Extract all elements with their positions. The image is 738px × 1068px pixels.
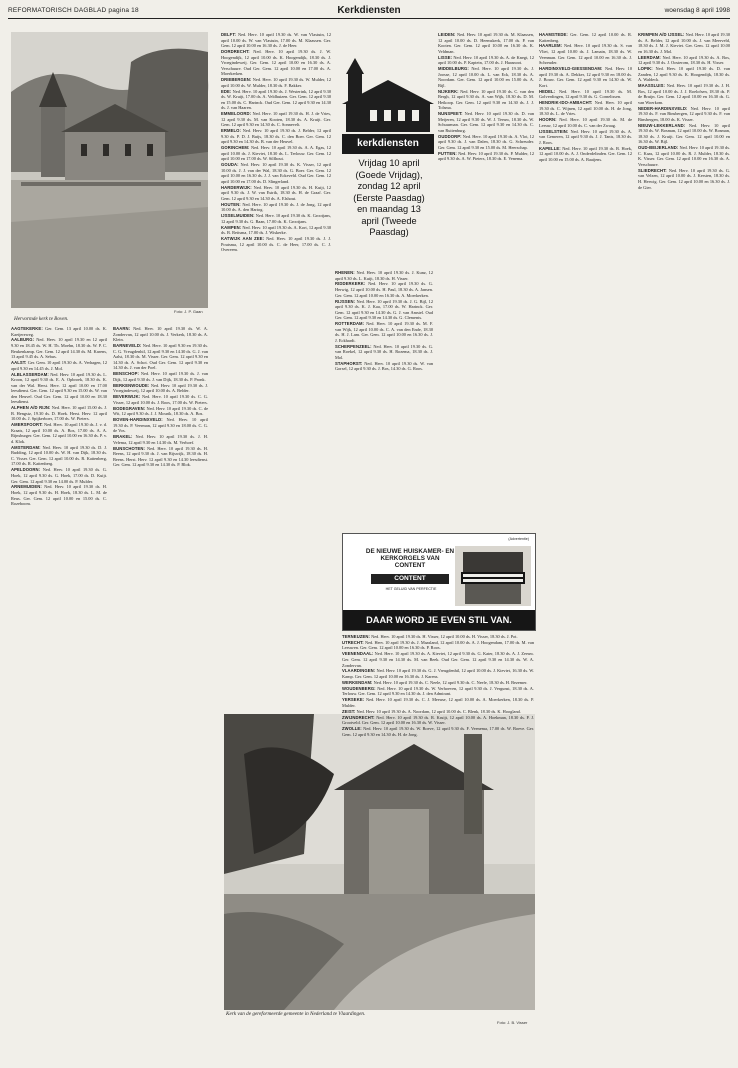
listing-text: Ned. Herv. 10 april 19.30 ds. J. Kunz, 12 april 9.30 ds. L. Kuijt, 18.30 ds. H. Visser. (335, 270, 433, 281)
listing-text: Ned. Herv. 10 april 19.30 en 12 april 9.30 en 18.45 ds. W. H. Th. Moehn, 18.30 ds. W. P. C. Beukenkamp. Ger. Gem. 12 april 14.30 ds. M. Karens, 13 april 9.45 ds. A. Sebus. (11, 337, 107, 360)
listing-entry (438, 55, 534, 66)
listing-entry (638, 32, 730, 54)
listing-place: LEERDAM: (638, 54, 661, 60)
listing-text: Ned. Herv. 10 april 19.30 ds. H. Kuijt, 12 april 9.30 ds. J. W. van Estrik, 18.30 ds. H. de Graaf. Ger. Gem. 12 april 9.30 en 14.30 ds. A. Elshout. (221, 184, 331, 201)
listing-text: Ned. Herv. 10 april 19.30 ds. W. van Gorsel, 12 april 9.30 ds. J. Bos, 14.30 ds. G. Roos. (335, 360, 433, 372)
listing-text: Ned. Herv. 10 april 15.00 ds. J. B. Hengstz, 19.30 ds. D. Hoek. Herst. Herv. 12 april 10.00 ds. J. Spijkerboer, 17.00 ds. W. Pieters. (11, 405, 107, 422)
text-column-5 (539, 32, 632, 1060)
listing-place: AMSTERDAM: (11, 444, 41, 450)
listing-text: Ger. Gem. 10 april 19.30 ds. A. Verhagen, 12 april 9.30 en 14.45 ds. J. Mol. (11, 360, 107, 371)
listing-text: Ned. Herv. 10 april 19.30 ds. A. Kieviet, 12 april 9.30 ds. G. Kater, 18.30 ds. A. J. Zeeuw. Ger. Gem. 12 april 9.30 en 14.30 ds. M. van Beek. Oud Ger. Gem. 12 april 9.30 en 14.30 ds. W. A. Zondervan. (342, 651, 534, 668)
listing-place: DRIEBERGEN: (221, 77, 252, 83)
listing-text: Ned. Herv. 10 april 19.30 ds. S. van Vliet, 12 april 10.00 ds. J. Lamain, 18.30 ds. W. Veenman. Ger. Gem. 12 april 10.00 en 16.30 ds. J. Schreuder. (539, 43, 632, 66)
listing-entry (11, 360, 107, 371)
listing-entry (438, 111, 534, 133)
listing-text: Ned. Herv. 10 april 19.30 ds. A. van Gemeren, 12 april 9.30 ds. J. J. Tanis, 18.30 ds. J. Roos. (539, 128, 632, 145)
listing-place: BRAKEL: (113, 434, 133, 440)
ad-banner: DAAR WORD JE EVEN STIL VAN. (343, 610, 535, 630)
text-column-2 (221, 32, 331, 712)
ad-tag: (Advertentie) (508, 537, 529, 541)
listing-entry (11, 326, 107, 337)
listing-text: Ger. Gem. 12 april 10.00 ds. R. Kattenberg. (539, 32, 632, 43)
listing-entry (335, 344, 433, 361)
listing-place: EDE: (221, 88, 232, 94)
subtitle-line: Vrijdag 10 april (358, 158, 420, 168)
listing-entry (221, 145, 331, 162)
listing-entry (438, 89, 534, 111)
listing-text: Ned. Herv. 10 april 19.30 ds. A. Vlot, 12 april 9.30 ds. J. van Dalen, 18.30 ds. G. Schreuder. Ger. Gem. 12 april 9.30 en 15.00 ds. M. Heerschap. (438, 133, 534, 150)
listing-place: LEIDEN: (438, 32, 456, 37)
listing-place: BOVEN-HARDINXVELD: (113, 417, 163, 423)
listing-place: WERKENDAM: (342, 679, 373, 685)
listing-place: BODEGRAVEN: (113, 405, 146, 411)
listing-entry (221, 32, 331, 49)
listing-text: Ned. Herv. 10 april 19.30 ds. G. van Velzen, 12 april 10.00 ds. J. Kersten, 18.30 ds. H. Herwig. Ger. Gem. 12 april 10.00 en 16.30 ds. J. de Gier. (638, 167, 730, 190)
listing-text: Ned. Herv. 10 april 19.30 ds. F. van Binsbergen, 12 april 9.30 ds. F. van Binsbergen, 18.00 ds. K. Visser. (638, 105, 730, 122)
listing-place: STAPHORST: (335, 360, 363, 366)
listing-text: Ned. Herv. 10 april 19.30 ds. C. Kaas, 12 april 10.00 ds. R. J. Mulder, 18.30 ds. K. Visser. Ger. Gem. 12 april 10.00 en 16.30 ds. A. Verschuure. (638, 145, 730, 167)
listing-place: BUNSCHOTEN: (113, 445, 146, 451)
listing-place: NUNSPEET: (438, 111, 463, 117)
text-column-3b (335, 270, 433, 528)
church-photo-bottom (224, 714, 535, 1010)
listing-entry (221, 236, 331, 253)
church-photo-bottom-image (224, 714, 535, 1010)
church-icon (340, 58, 436, 134)
listing-entry (438, 66, 534, 88)
ad-brand: CONTENT (371, 574, 449, 584)
listing-place: RIDDERKERK: (335, 281, 366, 287)
listing-text: Ned. Herv. 10 april 19.30 ds. C. J. Meeuse, 12 april 10.00 ds. A. Moerkerken, 18.30 ds. P. Mulder. (342, 697, 534, 708)
listing-entry (342, 651, 534, 668)
listing-entry (335, 281, 433, 298)
listing-entry (342, 634, 534, 640)
listing-entry (221, 225, 331, 236)
listing-place: ROTTERDAM: (335, 321, 365, 327)
subtitle-line: en maandag 13 (357, 204, 421, 214)
listing-entry (335, 321, 433, 343)
listing-text: Ned. Herv. 10 april 19.30 ds. R. Kruijt, 12 april 10.00 ds. A. Hoekman, 18.30 ds. P. J. Grootveld. Ger. Gem. 12 april 10.00 en 16.30 ds. W. Visser. (342, 714, 534, 726)
listing-entry (342, 726, 534, 737)
listing-text: Ned. Herv. 10 april 19.30 ds. J. Maasland, 12 april 10.00 ds. A. J. Hoogendam, 17.00 ds. M. van Leeuwen. Ger. Gem. 12 april 10.00 en 16.30 ds. P. Roos. (342, 639, 534, 651)
listing-place: APELDOORN: (11, 467, 41, 473)
listing-entry (539, 89, 632, 100)
listing-place: UTRECHT: (342, 639, 364, 645)
listing-entry (539, 43, 632, 65)
listing-entry (113, 394, 208, 405)
listing-place: BEVERWIJK: (113, 394, 141, 400)
listing-entry (221, 185, 331, 202)
listing-text: Ned. Herv. 10 april 19.30 ds. M. Klaassen, 12 april 10.00 ds. D. Heemskerk, 17.00 ds. P. van Kooten. Ger. Gem. 12 april 10.00 en 16.30 ds. K. Veldman. (438, 32, 534, 54)
listing-place: RHENEN: (335, 270, 355, 275)
listing-entry (221, 89, 331, 111)
church-photo-image (11, 32, 208, 308)
listing-entry (335, 270, 433, 281)
text-column-4 (342, 634, 534, 737)
listing-place: KAMPEN: (221, 224, 242, 230)
listing-place: DORDRECHT: (221, 49, 250, 55)
listing-place: ZWOLLE: (342, 726, 362, 732)
subtitle-line: april (Tweede (361, 215, 417, 226)
listing-entry (638, 66, 730, 83)
listing-entry (221, 49, 331, 77)
listing-entry (221, 202, 331, 213)
listing-place: OUDDORP: (438, 133, 462, 139)
listing-entry (11, 337, 107, 359)
listing-entry (638, 83, 730, 105)
listing-entry (335, 299, 433, 321)
listing-text: Ned. Herv. 10 april 19.30 ds. J. W. Hoogendijk, 12 april 10.00 ds. K. Hoogendijk, 18.30 ds. J. Vroegindeweij. Ger. Gem. 12 april 10.00 en 16.30 ds. A. Verschuure. Oud Ger. Gem. 12 april 10.00 en 17.00 ds. A. Moerkerken. (221, 49, 331, 77)
listing-text: Ned. Herv. 10 april 19.30 ds. G. van Roekel, 12 april 9.30 ds. H. Rozema, 18.30 ds. J. Mol. (335, 343, 433, 360)
listing-place: AMERSFOORT: (11, 422, 43, 428)
listing-text: Ned. Herv. 10 april 19.30 ds. C. Wijnen, 12 april 10.00 ds. H. de Jong, 18.30 ds. L. de Vries. (539, 100, 632, 117)
listing-entry (221, 111, 331, 128)
listing-entry (438, 32, 534, 54)
listing-place: NIJKERK: (438, 88, 459, 94)
listing-entry (11, 422, 107, 444)
listing-entry (113, 383, 208, 394)
listing-text: Ned. Herv. 10 april 19.30 ds. B. Hoek, 12 april 10.00 ds. A. J. Onderdelinden. Ger. Gem. 12 april 10.00 en 15.00 ds. A. Baaijens. (539, 145, 632, 162)
listing-entry (11, 467, 107, 484)
listing-place: HOUTEN: (221, 201, 241, 207)
listing-place: IJSSELSTEIN: (539, 128, 569, 134)
listing-text: Ned. Herv. 10 april 19.30 ds. P. Mulder, 12 april 9.30 ds. A. W. Pieters, 18.30 ds. E. Venema. (438, 150, 534, 162)
listing-entry (342, 668, 534, 679)
listing-entry (11, 372, 107, 405)
listing-place: OUD-BEIJERLAND: (638, 145, 679, 151)
listing-text: Ned. Herv. 10 april 19.30 ds. D. van Meijeren, 12 april 9.30 ds. W. J. Teeuw, 18.30 ds. W. Schuurman. Ger. Gem. 12 april 9.30 en 14.30 ds. C. van Ruitenburg. (438, 111, 534, 133)
listing-place: LOPIK: (638, 66, 653, 72)
listing-place: BERKENWOUDE: (113, 382, 150, 388)
header-publication: REFORMATORISCH DAGBLAD pagina 18 (8, 7, 139, 14)
listing-text: Ned. Herv. 10 april 19.30 ds. M. de Leeuw, 12 april 10.00 ds. C. van der Zwaag. (539, 117, 632, 128)
listing-place: ALPHEN A/D RIJN: (11, 405, 51, 411)
listing-text: Ned. Herv. 10 april 19.30 ds. L. Kroon, 12 april 9.30 ds. E. A. Opbroek, 18.30 ds. K. van der Wal. Herst. Herv. 12 april 10.00 en 17.00 leesdienst. Ger. Gem. 12 april 9.30 en 15.00 ds. W. van den Heuvel. Oud Ger. Gem. 12 april 10.00 en 18.30 leesdienst. (11, 371, 107, 405)
listing-entry (113, 417, 208, 434)
listing-text: Ned. Herv. 10 april 19.30 ds. W. Verhoeven, 12 april 9.30 ds. J. Vergunst, 18.30 ds. A. Terlouw. Ger. Gem. 12 april 9.30 en 14.30 ds. J. den Admirant. (342, 685, 534, 697)
listing-place: MIDDELBURG: (438, 66, 469, 72)
photo-caption-top: Hervormde kerk te Boven. (14, 316, 69, 322)
listing-place: ERMELO: (221, 128, 242, 134)
ad-title: DE NIEUWE HUISKAMER- EN KERKORGELS VAN CONTENT (365, 548, 455, 570)
listing-entry (113, 434, 208, 445)
listing-text: Ned. Herv. 10 april 19.30 ds. P. Veerman, 12 april 9.30 en 18.00 ds. C. G. de Vos. (113, 417, 208, 434)
listing-entry (342, 686, 534, 697)
header-date: woensdag 8 april 1998 (664, 7, 730, 14)
listing-text: Ned. Herv. 10 april 19.30 ds. M. Golverdingen, 12 april 9.30 ds. G. Cornelissen. (539, 88, 632, 100)
listing-entry (638, 145, 730, 167)
listing-place: PUTTEN: (438, 150, 457, 156)
listing-text: Ned. Herv. 10 april 19.30 ds. J. Belder, 12 april 9.30 ds. P. D. J. Buijs, 18.30 ds. C. den Boer. Ger. Gem. 12 april 9.30 en 14.30 ds. B. van der Heuvel. (221, 128, 331, 145)
listing-place: NEDER-HARDINXVELD: (638, 105, 688, 111)
listing-text: Ned. Herv. 10 april 19.30 ds. J. Westerink, 12 april 9.30 ds. W. Kruijt, 17.00 ds. A. Veldhuizen. Ger. Gem. 12 april 9.30 en 15.00 ds. C. Harinck. Oud Ger. Gem. 12 april 9.30 en 14.30 ds. J. van Haaren. (221, 88, 331, 111)
ad-tagline: HET GELUID VAN PERFECTIE (385, 587, 437, 591)
subtitle-line: (Eerste Paasdag) (353, 192, 425, 203)
listing-entry (539, 117, 632, 128)
listing-place: IJSSELMUIDEN: (221, 213, 255, 219)
listing-entry (11, 445, 107, 467)
listing-text: Ned. Herv. 10 april 19.30 ds. W. Boeve, 12 april 9.30 ds. F. Veenema, 17.00 ds. W. Boeve. Ger. Gem. 12 april 9.30 en 14.30 ds. H. de Jong. (342, 726, 534, 737)
listing-text: Ned. Herv. 10 april 19.30 ds. G. Hoek, 12 april 9.30 ds. G. Hoek, 17.00 ds. D. Kuijt. Ger. Gem. 12 april 9.30 en 14.00 ds. P. Mulder. (11, 467, 107, 484)
listing-entry (438, 151, 534, 162)
listing-place: BENSCHOP: (113, 371, 140, 377)
listing-place: HOORN: (539, 117, 557, 123)
listing-text: Ned. Herv. 10 april 19.30 ds. H. Visser, 12 april 10.00 ds. H. Visser, 18.30 ds. J. Pot. (370, 634, 518, 639)
listing-place: BARNEVELD: (113, 343, 142, 349)
listing-place: HARDINXVELD-GIESSENDAM: (539, 66, 603, 72)
listing-entry (539, 66, 632, 88)
listing-text: Ned. Herv. 10 april 19.30 ds. A. Dekker, 12 april 9.30 en 18.00 ds. J. Bouw. Ger. Gem. 12 april 9.30 en 14.30 ds. W. Kort. (539, 66, 632, 88)
listing-entry (638, 106, 730, 123)
listing-entry (113, 446, 208, 468)
listing-text: Ned. Herv. 10 april 19.30 ds. J. de Jong, 12 april 10.00 ds. A. den Hartog. (221, 201, 331, 213)
listing-place: GOUDA: (221, 162, 239, 168)
listing-text: Ned. Herv. 10 april 9.30 en 19.30 ds. C. G. Vreugdenhil, 12 april 9.30 en 14.30 ds. G. J. van Aalst, 18.30 ds. M. Visser. Ger. Gem. 12 april 9.30 en 14.30 ds. A. Schot. Oud Ger. Gem. 12 april 9.30 en 14.30 ds. J. van der Poel. (113, 343, 208, 371)
listing-entry (113, 326, 208, 343)
listing-text: Ned. Herv. 10 april 19.30 ds. D. van Zanden, 12 april 9.30 ds. K. Hoogendijk, 18.30 ds. A. Waldeck. (638, 66, 730, 83)
listing-entry (342, 640, 534, 651)
listing-entry (113, 371, 208, 382)
listing-entry (221, 128, 331, 145)
listing-text: Ned. Herv. 10 april 19.30 ds. H. Hoek, 12 april 9.30 ds. H. Hoek, 18.30 ds. L. M. de Reus. Ger. Gem. 12 april 10.00 en 15.00 ds. C. Rozeboom. (11, 484, 107, 507)
listing-place: KAPELLE: (539, 145, 561, 151)
listing-text: Ned. Herv. 10 april 19.30 ds. W. van Vlastuin, 12 april 10.00 ds. W. van Vlastuin, 17.00 ds. M. Klaassen. Ger. Gem. 12 april 10.00 en 16.30 ds. J. de Heer. (221, 32, 331, 49)
listing-text: Ned. Herv. 10 april 19.30 ds. A. A. Egas, 12 april 10.00 ds. J. Kieviet, 18.30 ds. L. Terlouw. Ger. Gem. 12 april 10.00 en 17.00 ds. W. Silfhout. (221, 145, 331, 162)
page-header (8, 6, 730, 19)
listing-place: HARDERWIJK: (221, 184, 252, 190)
listing-entry (113, 343, 208, 371)
listing-entry (438, 134, 534, 151)
listing-entry (539, 32, 632, 43)
listing-place: YERSEKE: (342, 697, 365, 703)
listing-place: HAAMSTEDE: (539, 32, 568, 37)
listing-text: Ned. Herv. 10 april 19.30 ds. G. J. Vreugdenhil, 12 april 10.00 ds. J. Kieviet, 16.30 ds. W. Kamp. Ger. Gem. 12 april 10.00 en 16.30 ds. J. Karens. (342, 668, 534, 679)
listing-place: HAARLEM: (539, 43, 563, 49)
listing-text: Ned. Herv. 10 april 19.30 ds. A. Belder, 12 april 10.00 ds. J. van Meerveld, 18.30 ds. J. M. J. Kieviet. Ger. Gem. 12 april 10.00 en 16.30 ds. J. Mol. (638, 32, 730, 54)
photo-credit-bottom: Foto: J. B. Visser (497, 1020, 528, 1025)
listing-text: Ger. Gem. 13 april 10.00 ds. K. Kaeijereweg. (11, 326, 107, 337)
listing-text: Ned. Herv. 10 april 19.30 ds. K. Grootjans, 12 april 9.30 ds. G. Baan, 17.00 ds. K. Grootjans. (221, 213, 331, 224)
listing-place: SCHERPENZEEL: (335, 343, 372, 349)
listing-place: EMMELOORD: (221, 111, 252, 117)
photo-credit-top: Foto: J. P. Gaan (174, 309, 203, 314)
listing-text: Ned. Herv. 10 april 19.30 ds. J. H. Bos, 12 april 10.00 ds. J. J. Roelofsen, 18.30 ds. P. de Bruijn. Ger. Gem. 12 april 10.00 en 16.30 ds. G. van Woerkom. (638, 83, 730, 105)
listing-entry (539, 100, 632, 117)
subtitle-line: (Goede Vrijdag), (355, 169, 423, 180)
listing-place: ALBLASSERDAM: (11, 371, 49, 377)
subtitle-line: zondag 12 april (357, 181, 421, 191)
church-photo-top (11, 32, 208, 308)
listing-place: SLIEDRECHT: (638, 167, 667, 173)
listing-entry (11, 405, 107, 422)
listing-place: ARNEMUIDEN: (11, 484, 42, 490)
listing-place: GORINCHEM: (221, 145, 250, 151)
listing-text: Ned. Herv. 10 april 19.30 ds. G. Herwig, 12 april 10.00 ds. H. Paul, 18.30 ds. A. Jansen. Ger. Gem. 12 april 10.00 en 16.30 ds. A. Moerkerken. (335, 281, 433, 298)
listing-place: DELFT: (221, 32, 237, 37)
listing-text: Ned. Herv. 10 april 19.30 ds. C. van den Bergh, 12 april 9.30 ds. A. van Wijk, 18.30 ds. D. M. Heikoop. Ger. Gem. 12 april 9.30 en 14.30 ds. J. J. Tolsma. (438, 88, 534, 111)
listing-place: RIJSSEN: (335, 298, 356, 304)
listing-place: TERNEUZEN: (342, 634, 370, 639)
listing-text: Ned. Herv. 10 april 19.30 ds. H. Beens, 12 april 9.30 ds. J. van Rijswijk, 18.30 ds. H. Beens. Herst. Herv. 12 april 9.30 en 14.30 leesdienst. Ger. Gem. 12 april 9.30 en 14.30 ds. P. Blok. (113, 445, 208, 468)
listing-place: ZEIST: (342, 708, 356, 714)
listing-place: NIEUW-LEKKERLAND: (638, 122, 686, 128)
text-column-1 (11, 326, 107, 1061)
kerkdiensten-title: kerkdiensten (342, 134, 434, 154)
listing-place: AAGTEKERKE: (11, 326, 43, 331)
text-column-6 (638, 32, 730, 1060)
listing-text: Ned. Herv. 10 april 19.30 ds. M. F. van Wijk, 12 april 10.00 ds. C. A. van den Ende, 18.30 ds. H. J. Lam. Ger. Gem. 12 april 10.00 en 16.30 ds. J. J. Eckhardt. (335, 321, 433, 343)
listing-text: Ned. Herv. 10 april 19.30 ds. K. Visser, 12 april 10.00 ds. J. J. van der Wal, 18.30 ds. G. Boer. Ger. Gem. 12 april 10.00 en 16.30 ds. J. J. van Eckeveld. Oud Ger. Gem. 12 april 10.00 en 17.00 ds. D. Slingerland. (221, 162, 331, 184)
organ-image (455, 546, 531, 606)
listing-text: Ned. Herv. 10 april 19.30 ds. J. v. d. Kraats, 12 april 10.00 ds. A. Bos, 17.00 ds. A. A. Rijnsburger. Ger. Gem. 12 april 10.00 en 16.30 ds. P. v. d. Klok. (11, 422, 107, 444)
listing-text: Ned. Herv. 10 april 19.30 ds. J. Vroegindeweij, 12 april 10.00 ds. A. Belder. (113, 382, 208, 394)
listing-text: Ned. Herv. 10 april 19.30 ds. J. van Dijk, 12 april 9.30 ds. J. van Dijk, 18.30 ds. P. Pronk. (113, 371, 208, 382)
listing-place: KRIMPEN A/D IJSSEL: (638, 32, 685, 37)
listing-place: HENDRIK-IDO-AMBACHT: (539, 100, 593, 106)
listing-text: Ned. Herv. 10 april 19.30 ds. W. A. Zondervan, 12 april 10.00 ds. J. Verkerk, 18.30 ds. A. Klein. (113, 326, 208, 343)
listing-text: Ned. Herv. 10 april 19.30 ds. H. J. de Vries, 12 april 9.30 ds. M. van Kooten, 18.30 ds. A. Kruijt. Ger. Gem. 12 april 9.30 en 14.30 ds. C. Sonnevelt. (221, 111, 331, 128)
listing-place: VEENENDAAL: (342, 651, 374, 657)
listing-text: Ned. Herv. 10 april 19.30 ds. C. de Wit, 12 april 9.30 ds. J. J. Mourik, 18.30 ds. A. Bos. (113, 405, 208, 417)
listing-text: Ned. Herv. 10 april 19.30 ds. C. G. Visser, 12 april 10.00 ds. J. Roos, 17.00 ds. W. Pieters. (113, 394, 208, 405)
listing-entry (335, 361, 433, 372)
listing-place: LISSE: (438, 54, 453, 60)
listing-entry (539, 146, 632, 163)
listing-place: VLAARDINGEN: (342, 668, 376, 674)
kerkdiensten-subtitle (330, 158, 448, 239)
listing-text: Ned. Herv. 10 april 19.30 ds. D. J. Budding, 12 april 10.00 ds. W. H. van Dijk, 18.30 ds. C. Visser. Ger. Gem. 12 april 10.00 ds. R. Kattenberg, 17.00 ds. R. Kattenberg. (11, 444, 107, 467)
listing-text: Ned. Herv. 10 april 19.30 ds. W. Bosman, 12 april 10.00 ds. W. Bosman, 18.30 ds. J. Kruijt. Ger. Gem. 12 april 10.00 en 16.30 ds. W. Bijl. (638, 122, 730, 145)
text-column-1b (113, 326, 208, 1061)
listing-text: Ned. Herv. 10 april 19.30 ds. A. Kort, 12 april 9.30 ds. B. Reitsma, 17.00 ds. J. Wiskerke. (221, 224, 331, 236)
listing-entry (221, 77, 331, 88)
listing-entry (342, 709, 534, 715)
listing-text: Ned. Herv. 10 april 19.30 ds. J. J. Poutsma, 12 april 10.00 ds. C. de Heer, 17.00 ds. C. J. Overeem. (221, 236, 331, 253)
listing-place: WOUDENBERG: (342, 685, 376, 691)
listing-place: KATWIJK AAN ZEE: (221, 236, 265, 242)
listing-entry (221, 213, 331, 224)
text-column-3 (438, 32, 534, 530)
listing-entry (539, 129, 632, 146)
listing-text: Ned. Herv. 10 april 19.30 ds. W. Mulder, 12 april 10.00 ds. W. Mulder, 18.30 ds. F. Bakker. (221, 77, 331, 88)
listing-place: BAARN: (113, 326, 131, 331)
listing-place: AALST: (11, 360, 27, 366)
header-section-title: Kerkdiensten (337, 5, 401, 16)
listing-entry (342, 680, 534, 686)
listing-text: Ned. Herv. 10 april 19.30 ds. J. H. Velema, 12 april 9.30 en 14.30 ds. M. Verhoef. (113, 434, 208, 445)
listing-place: ZWIJNDRECHT: (342, 714, 375, 720)
listing-text: Ned. Herv. 10 april 19.30 ds. J. Joosse, 12 april 10.00 ds. L. van Eck, 18.30 ds. A. Noordam. Ger. Gem. 12 april 10.00 en 15.00 ds. A. Bijl. (438, 66, 534, 88)
listing-entry (342, 697, 534, 708)
listing-entry (342, 715, 534, 726)
listing-entry (11, 484, 107, 506)
listing-entry (638, 168, 730, 190)
text-column-7 (541, 1018, 542, 1019)
subtitle-line: Paasdag) (369, 227, 409, 237)
listing-entry (113, 406, 208, 417)
listing-text: Ned. Herv. 10 april 19.30 ds. J. G. Bijl, 12 april 9.30 ds. K. J. Kaa, 17.00 ds. W. Harinck. Ger. Gem. 12 april 9.30 en 14.30 ds. G. J. van Amstel. Oud Ger. Gem. 12 april 9.30 en 14.30 ds. G. Clements. (335, 298, 433, 321)
organ-advertisement (342, 533, 536, 631)
listing-place: HEDEL: (539, 88, 556, 94)
listing-text: Ned. Herv. 10 april 19.30 ds. C. Neele, 12 april 9.30 ds. C. Neele, 18.30 ds. H. Bezemer. (372, 679, 528, 685)
listing-text: Ned. Herv. 10 april 19.30 ds. A. Noordam, 12 april 10.00 ds. C. Blenk, 18.30 ds. K. Hoogland. (355, 708, 521, 714)
listing-entry (221, 162, 331, 184)
listing-entry (638, 55, 730, 66)
listing-text: Ned. Herv. 10 april 19.30 ds. A. de Knegt, 12 april 10.00 ds. P. Kaptein, 17.00 ds. J. Haasnoot. (438, 54, 534, 66)
photo-caption-bottom: Kerk van de gereformeerde gemeente in Nederland te Vlaardingen. (226, 1011, 366, 1017)
listing-entry (638, 123, 730, 145)
listing-place: AALBURG: (11, 337, 35, 343)
listing-place: MAASSLUIS: (638, 83, 666, 89)
listing-text: Ned. Herv. 10 april 19.30 ds. A. Bos, 12 april 9.30 ds. J. Oosterom, 18.30 ds. H. Visser. (638, 54, 730, 66)
